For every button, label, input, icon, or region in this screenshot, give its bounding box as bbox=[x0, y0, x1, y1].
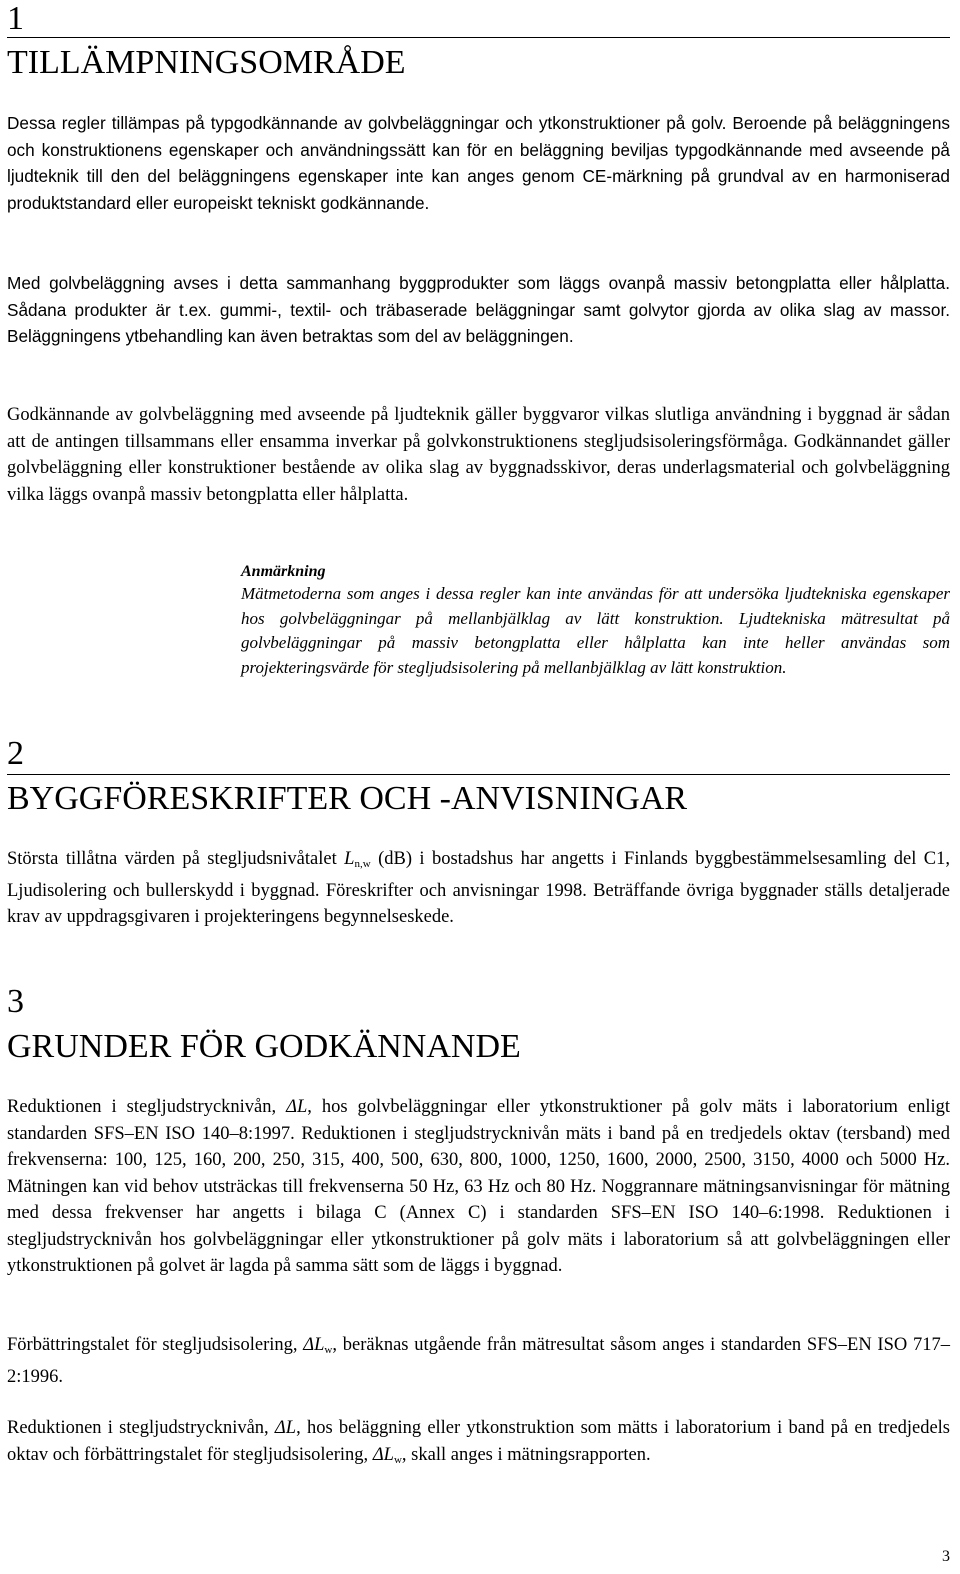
note-title: Anmärkning bbox=[241, 563, 326, 580]
section-rule bbox=[7, 774, 950, 775]
section-title: TILLÄMPNINGSOMRÅDE bbox=[7, 44, 406, 81]
section-title: BYGGFÖRESKRIFTER OCH -ANVISNINGAR bbox=[7, 780, 688, 817]
page-number: 3 bbox=[942, 1548, 950, 1565]
paragraph: Största tillåtna värden på stegljudsnivåtalet $L_{n,w}$ (dB) i bostadshus har angetts i Finlands byggbestämmelsesamling del C1, Ljudisolering och bullerskydd i byggnad. Föreskrifter och anvisningar 1998. Beträffande övriga byggnader ställs detaljerade krav av uppdragsgivaren i projekteringens begynnelseskede. bbox=[7, 849, 950, 927]
paragraph: Med golvbeläggning avses i detta sammanhang byggprodukter som läggs ovanpå massiv betongplatta eller hålplatta. Sådana produkter är t.ex. gummi-, textil- och träbaserade beläggningar samt golvytor gjorda av olika slag av massor. Beläggningens ytbehandling kan även betraktas som del av beläggningen. bbox=[7, 273, 950, 346]
document-page bbox=[7, 0, 950, 1574]
paragraph: Godkännande av golvbeläggning med avseende på ljudteknik gäller byggvaror vilkas slutliga användning i byggnad är sådan att de antingen tillsammans eller ensamma inverkar på golvkonstruktionens stegljudsisoleringsförmåga. Godkännandet gäller golvbeläggning eller konstruktioner bestående av olika slag av byggnadsskivor, deras underlagsmaterial och golvbeläggning vilka läggs ovanpå massiv betongplatta eller hålplatta. bbox=[7, 405, 950, 505]
note-text: Mätmetoderna som anges i dessa regler kan inte användas för att undersöka ljudtekniska egenskaper hos golvbeläggningar på mellanbjälklag av lätt konstruktion. Ljudtekniska mätresultat på golvbeläggningar på massiv betongplatta eller hålplatta kan inte heller användas som projekteringsvärde för stegljudsisolering på mellanbjälklag av lätt konstruktion. bbox=[241, 584, 950, 677]
section-title: GRUNDER FÖR GODKÄNNANDE bbox=[7, 1028, 521, 1065]
paragraph: Reduktionen i stegljudstrycknivån, ΔL, hos golvbeläggningar eller ytkonstruktioner på golv mäts i laboratorium enligt standarden SFS–EN ISO 140–8:1997. Reduktionen i stegljudstrycknivån mäts i band på en tredjedels oktav (tersband) med frekvenserna: 100, 125, 160, 200, 250, 315, 400, 500, 630, 800, 1000, 1250, 1600, 2000, 2500, 3150, 4000 och 5000 Hz. Mätningen kan vid behov utsträckas till frekvenserna 50 Hz, 63 Hz och 80 Hz. Noggrannare mätningsanvisningar för mätning med dessa frekvenser har angetts i bilaga C (Annex C) i standarden SFS–EN ISO 140–6:1998. Reduktionen i stegljudstrycknivån hos golvbeläggningar eller ytkonstruktioner på golv mäts i laboratorium så att golvbeläggningen eller ytkonstruktionen på golvet är lagda på samma sätt som de läggs i byggnad. bbox=[7, 1097, 950, 1276]
section-number: 3 bbox=[7, 983, 24, 1020]
paragraph: Dessa regler tillämpas på typgodkännande av golvbeläggningar och ytkonstruktioner på golv. Beroende på beläggningens och konstruktionens egenskaper och användningssätt kan för en beläggning beviljas typgodkännande med avseende på ljudteknik till den del beläggningens egenskaper inte kan anges genom CE-märkning på grundval av en harmoniserad produktstandard eller europeiskt tekniskt godkännande. bbox=[7, 113, 950, 213]
section-number: 2 bbox=[7, 735, 24, 772]
paragraph: Förbättringstalet för stegljudsisolering, $\Delta L_w$, beräknas utgående från mätresultat såsom anges i standarden SFS–EN ISO 717–2:1996. bbox=[7, 1335, 950, 1387]
section-number: 1 bbox=[7, 0, 24, 37]
section-rule bbox=[7, 37, 950, 38]
paragraph: Reduktionen i stegljudstrycknivån, ΔL, hos beläggning eller ytkonstruktion som mätts i laboratorium i band på en tredjedels oktav och förbättringstalet för stegljudsisolering, $\Delta L_w$, skall anges i mätningsrapporten. bbox=[7, 1418, 951, 1466]
